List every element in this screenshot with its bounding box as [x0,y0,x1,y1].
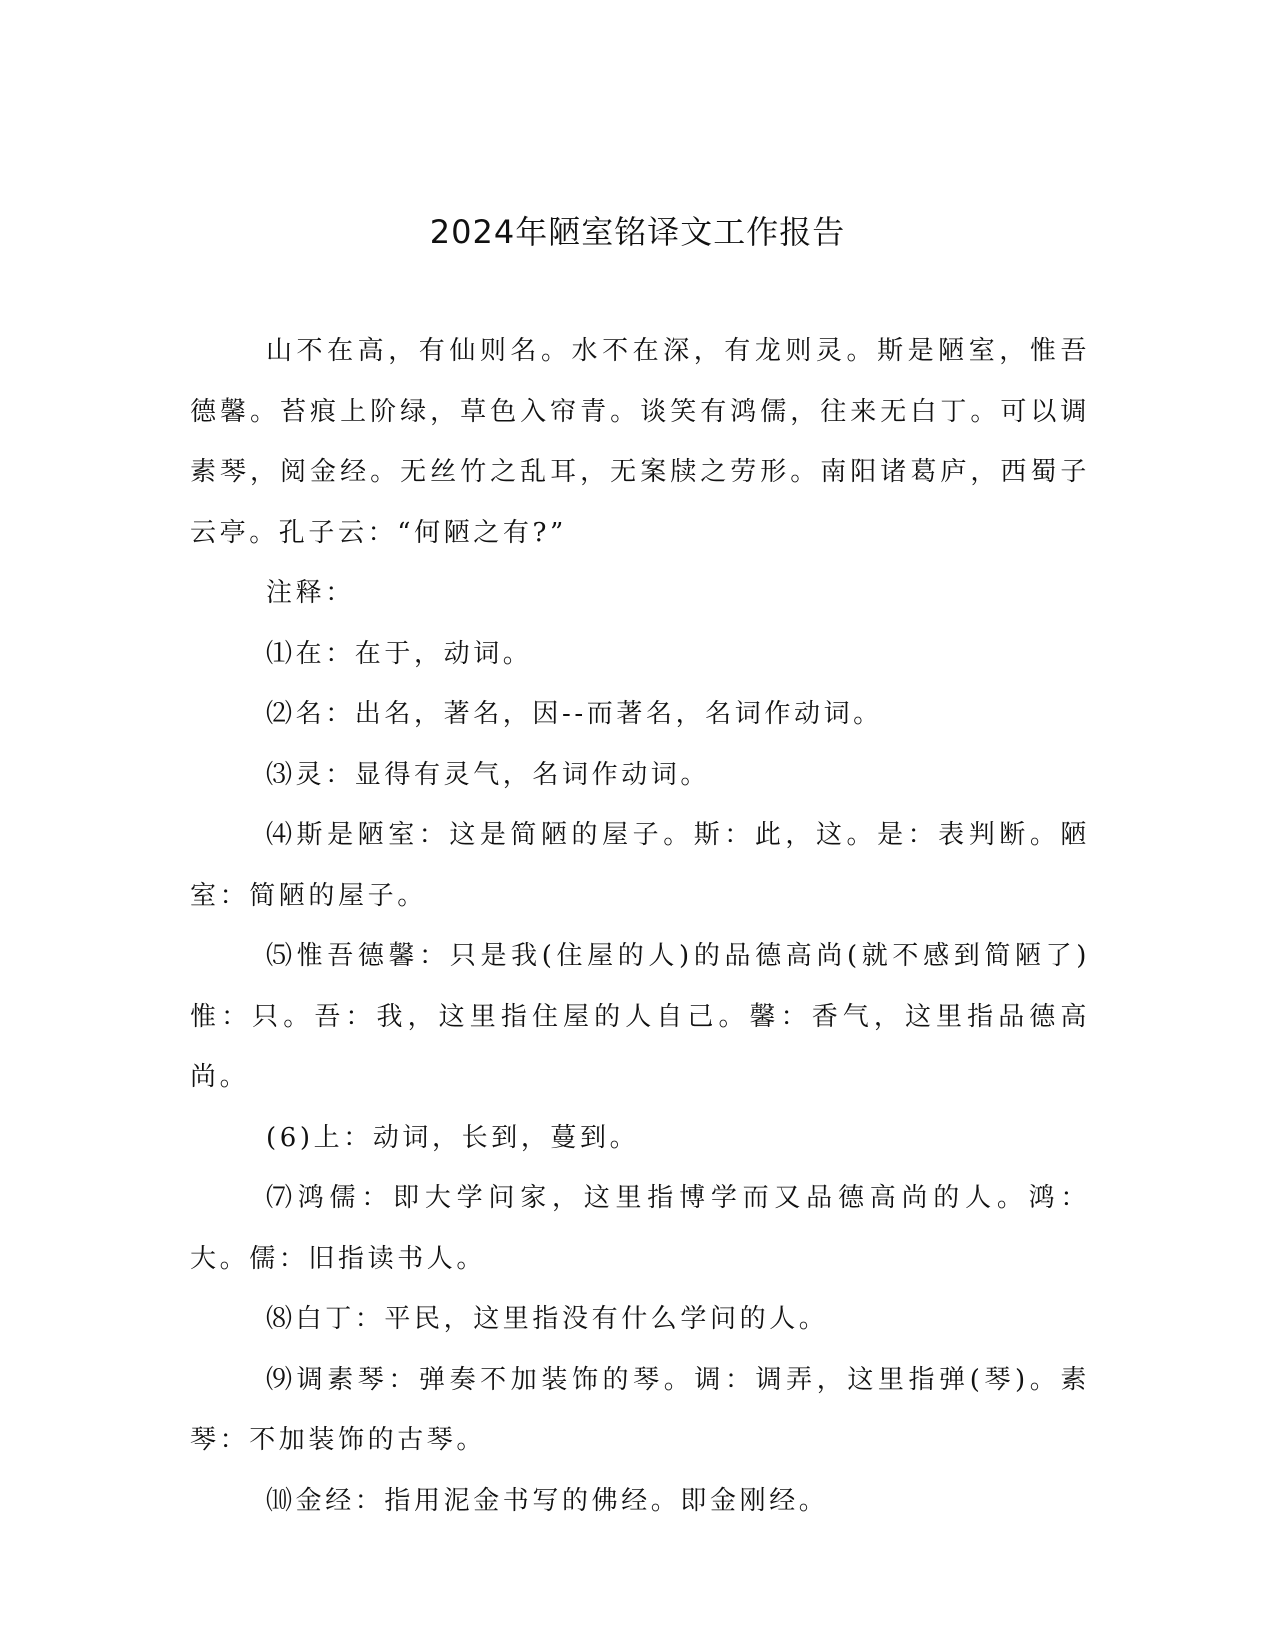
annotation-item: ⑷斯是陋室：这是简陋的屋子。斯：此，这。是：表判断。陋室：简陋的屋子。 [190,820,1090,911]
annotation-item: (6)上：动词，长到，蔓到。 [266,1122,640,1153]
annotation-item: ⑶灵：显得有灵气，名词作动词。 [266,759,711,790]
document-title: 2024年陋室铭译文工作报告 [429,213,846,251]
annotation-item: ⑸惟吾德馨：只是我(住屋的人)的品德高尚(就不感到简陋了)惟：只。吾：我，这里指住屋的人自己。馨：香气，这里指品德高尚。 [190,941,1090,1092]
annotation-item: ⑺鸿儒：即大学问家，这里指博学而又品德高尚的人。鸿：大。儒：旧指读书人。 [190,1183,1090,1274]
annotation-item: ⑵名：出名，著名，因--而著名，名词作动词。 [266,699,883,729]
annotation-item: ⑽金经：指用泥金书写的佛经。即金刚经。 [266,1485,829,1516]
annotation-item: ⑻白丁：平民，这里指没有什么学问的人。 [266,1304,829,1334]
document-body [190,321,1090,1531]
annotation-item: ⑼调素琴：弹奏不加装饰的琴。调：调弄，这里指弹(琴)。素琴：不加装饰的古琴。 [190,1364,1090,1455]
annotation-item: ⑴在：在于，动词。 [266,638,533,669]
annotation-heading: 注释： [266,578,355,608]
main-text-paragraph: 山不在高，有仙则名。水不在深，有龙则灵。斯是陋室，惟吾德馨。苔痕上阶绿，草色入帘青。谈笑有鸿儒，往来无白丁。可以调素琴，阅金经。无丝竹之乱耳，无案牍之劳形。南阳诸葛庐，西蜀子云亭。孔子云：“何陋之有?” [190,336,1090,548]
